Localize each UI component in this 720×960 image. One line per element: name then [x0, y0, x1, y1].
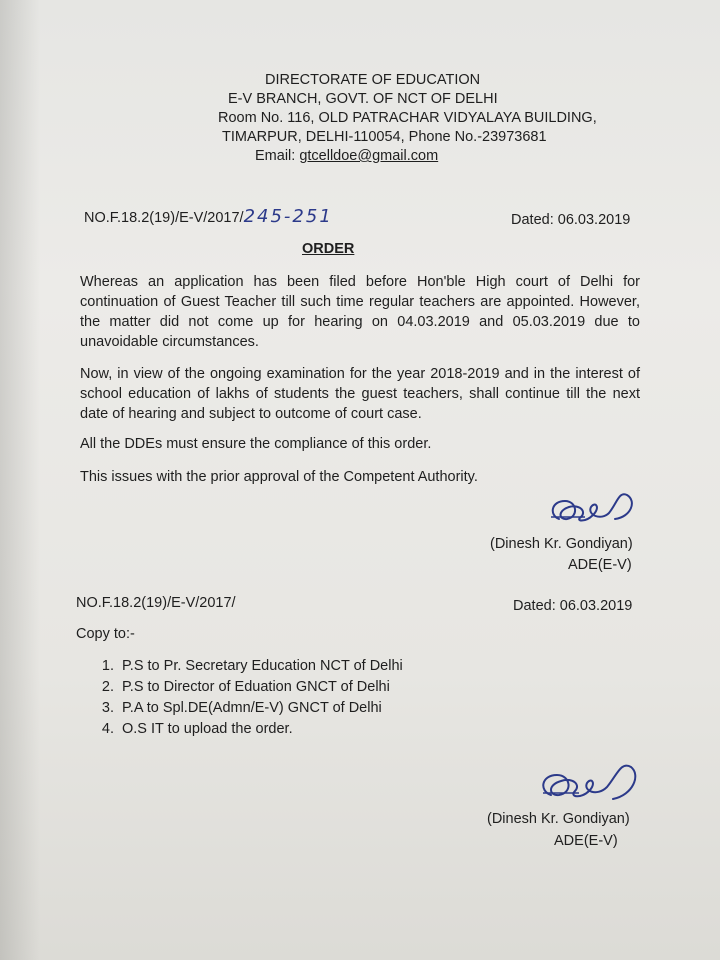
copy-reference-date: Dated: 06.03.2019: [513, 598, 633, 614]
copy-reference-number: NO.F.18.2(19)/E-V/2017/: [76, 595, 236, 611]
signatory-designation-1: ADE(E-V): [568, 557, 632, 573]
paragraph-4: This issues with the prior approval of the Competent Authority.: [80, 469, 478, 485]
signature-2: [535, 757, 645, 807]
letterhead-line-1: DIRECTORATE OF EDUCATION: [265, 72, 481, 88]
page-shadow: [0, 0, 40, 960]
signature-scribble-2: [535, 757, 645, 807]
copy-list-item: 1. P.S to Pr. Secretary Education NCT of Delhi: [118, 656, 403, 677]
signatory-name-2: (Dinesh Kr. Gondiyan): [487, 811, 630, 827]
letterhead-email: [255, 148, 438, 164]
copy-list: [90, 656, 403, 740]
email-label: Email:: [255, 148, 296, 164]
paragraph-1: Whereas an application has been filed before Hon'ble High court of Delhi for continuation of Guest Teacher till such time regular teachers are appointed. However, the matter did not come up for hearing on 04.03.2019 and 05.03.2019 due to unavoidable circumstances.: [80, 274, 640, 350]
handwritten-dispatch-number: 245-251: [243, 206, 333, 227]
paragraph-2: Now, in view of the ongoing examination for the year 2018-2019 and in the interest of school education of lakhs of students the guest teachers, shall continue till the next date of hearing and subject to outcome of court case.: [80, 366, 640, 422]
letterhead-line-2: E-V BRANCH, GOVT. OF NCT OF DELHI: [228, 91, 498, 107]
order-title: ORDER: [302, 241, 355, 257]
reference-line: [84, 208, 333, 227]
signature-scribble-1: [545, 487, 645, 529]
copy-list-item: 4. O.S IT to upload the order.: [118, 719, 403, 740]
reference-number: NO.F.18.2(19)/E-V/2017/: [84, 210, 244, 226]
signatory-name-1: (Dinesh Kr. Gondiyan): [490, 536, 633, 552]
letterhead-line-3: Room No. 116, OLD PATRACHAR VIDYALAYA BUILDING,: [218, 110, 597, 126]
copy-list-item: 3. P.A to Spl.DE(Admn/E-V) GNCT of Delhi: [118, 698, 403, 719]
signatory-designation-2: ADE(E-V): [554, 833, 618, 849]
signature-1: [545, 487, 645, 529]
paragraph-3: All the DDEs must ensure the compliance of this order.: [80, 436, 432, 452]
email-link[interactable]: gtcelldoe@gmail.com: [299, 148, 439, 164]
copy-list-item: 2. P.S to Director of Eduation GNCT of Delhi: [118, 677, 403, 698]
letterhead-line-4: TIMARPUR, DELHI-110054, Phone No.-23973681: [222, 129, 547, 145]
reference-date: Dated: 06.03.2019: [511, 212, 631, 228]
copy-to-label: Copy to:-: [76, 626, 135, 642]
